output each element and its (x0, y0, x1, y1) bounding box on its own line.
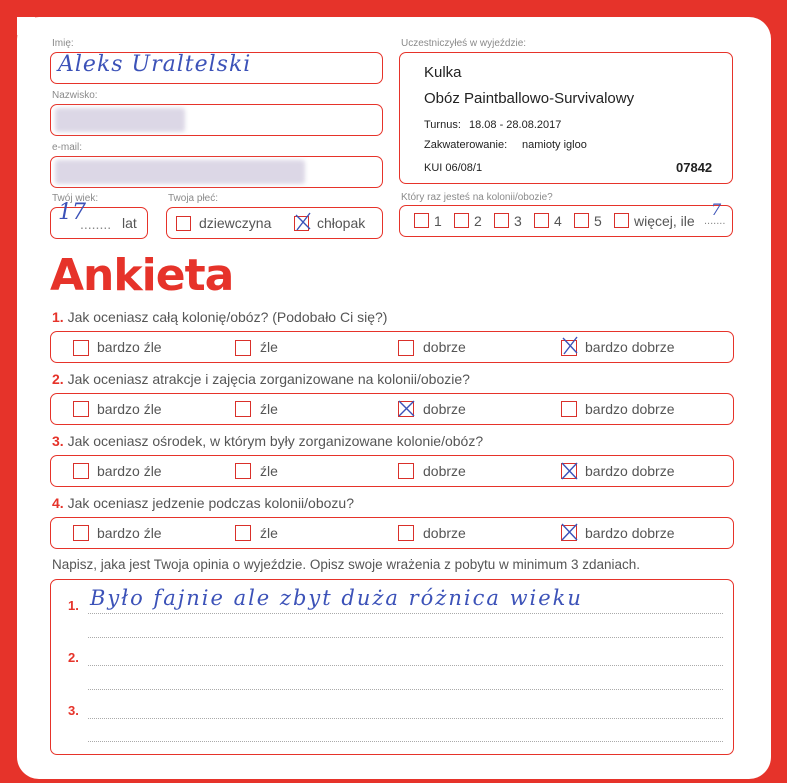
q4-label-bardzo-zle: bardzo źle (97, 525, 162, 541)
opinion-line-2b (88, 689, 723, 690)
name-value: Aleks Uraltelski (58, 52, 252, 77)
times-more-dots: ....... (704, 215, 726, 227)
q1-label-bardzo-dobrze: bardzo dobrze (585, 339, 675, 355)
q3-checkbox-zle[interactable] (235, 463, 251, 479)
q1-checkbox-dobrze[interactable] (398, 340, 414, 356)
times-label: Który raz jesteś na kolonii/obozie? (401, 192, 553, 203)
times-more-value: 7 (711, 200, 722, 219)
times-checkbox-3[interactable] (494, 213, 509, 228)
opinion-line-1-text: Było fajnie ale zbyt duża różnica wieku (90, 586, 583, 610)
age-value: 17 (58, 200, 86, 225)
q3-check-mark (560, 461, 579, 481)
q2-label-zle: źle (260, 401, 278, 417)
camp-accommodation-value: namioty igloo (522, 139, 587, 151)
age-label: Twój wiek: (52, 193, 99, 204)
times-checkbox-5[interactable] (574, 213, 589, 228)
opinion-prompt: Napisz, jaka jest Twoja opinia o wyjeździe. Opisz swoje wrażenia z pobytu w minimum 3 zdaniach. (52, 557, 641, 572)
q1-label-zle: źle (260, 339, 278, 355)
times-option-3: 3 (514, 213, 522, 229)
q4-label-dobrze: dobrze (423, 525, 466, 541)
opinion-line-3 (88, 718, 723, 719)
camp-name: Kulka (424, 64, 462, 81)
q3-label-bardzo-zle: bardzo źle (97, 463, 162, 479)
q1-checkbox-zle[interactable] (235, 340, 251, 356)
gender-label: Twoja płeć: (168, 193, 219, 204)
question-4-number: 4. (52, 495, 64, 511)
times-checkbox-more[interactable] (614, 213, 629, 228)
times-option-1: 1 (434, 213, 442, 229)
q2-checkbox-bardzo-zle[interactable] (73, 401, 89, 417)
q4-checkbox-dobrze[interactable] (398, 525, 414, 541)
q4-checkbox-zle[interactable] (235, 525, 251, 541)
opinion-line-3b (88, 741, 723, 742)
camp-code: KUI 06/08/1 (424, 162, 483, 174)
age-dots: ........ (80, 216, 112, 232)
age-unit: lat (122, 215, 137, 231)
question-4-text: Jak oceniasz jedzenie podczas kolonii/obozu? (67, 495, 354, 511)
camp-term-label: Turnus: (424, 119, 461, 131)
camp-number: 07842 (676, 160, 713, 175)
opinion-line-1b (88, 637, 723, 638)
q3-label-zle: źle (260, 463, 278, 479)
times-option-5: 5 (594, 213, 602, 229)
survey-title: Ankieta (50, 250, 234, 301)
q2-checkbox-zle[interactable] (235, 401, 251, 417)
email-label: e-mail: (52, 142, 83, 153)
question-2 (52, 371, 470, 387)
q3-label-bardzo-dobrze: bardzo dobrze (585, 463, 675, 479)
opinion-line-2-number: 2. (68, 650, 79, 665)
q4-check-mark (560, 522, 579, 542)
q3-checkbox-bardzo-zle[interactable] (73, 463, 89, 479)
question-3 (52, 433, 483, 449)
q3-checkbox-dobrze[interactable] (398, 463, 414, 479)
times-checkbox-2[interactable] (454, 213, 469, 228)
question-1-text: Jak oceniasz całą kolonię/obóz? (Podobało Ci się?) (67, 309, 388, 325)
q2-label-bardzo-zle: bardzo źle (97, 401, 162, 417)
times-checkbox-4[interactable] (534, 213, 549, 228)
male-check-mark (293, 212, 313, 232)
q4-label-bardzo-dobrze: bardzo dobrze (585, 525, 675, 541)
q1-check-mark (559, 334, 581, 356)
male-label: chłopak (317, 215, 366, 231)
opinion-line-3-number: 3. (68, 703, 79, 718)
opinion-line-1 (88, 613, 723, 614)
email-redacted (55, 160, 305, 184)
q1-label-dobrze: dobrze (423, 339, 466, 355)
camp-type: Obóz Paintballowo-Survivalowy (424, 90, 635, 107)
camp-accommodation-label: Zakwaterowanie: (424, 139, 508, 151)
times-more-label: więcej, ile (634, 213, 695, 229)
times-checkbox-1[interactable] (414, 213, 429, 228)
sheet-corner (17, 17, 35, 35)
camp-label: Uczestniczyłeś w wyjeździe: (401, 38, 527, 49)
q3-label-dobrze: dobrze (423, 463, 466, 479)
surname-redacted (55, 108, 185, 132)
female-label: dziewczyna (199, 215, 272, 231)
q4-label-zle: źle (260, 525, 278, 541)
opinion-line-2 (88, 665, 723, 666)
opinion-line-1-number: 1. (68, 598, 79, 613)
q2-label-dobrze: dobrze (423, 401, 466, 417)
q2-checkbox-bardzo-dobrze[interactable] (561, 401, 577, 417)
question-2-text: Jak oceniasz atrakcje i zajęcia zorganizowane na kolonii/obozie? (67, 371, 470, 387)
q2-label-bardzo-dobrze: bardzo dobrze (585, 401, 675, 417)
question-3-text: Jak oceniasz ośrodek, w którym były zorganizowane kolonie/obóz? (67, 433, 484, 449)
question-2-number: 2. (52, 371, 64, 387)
times-option-4: 4 (554, 213, 562, 229)
q1-checkbox-bardzo-zle[interactable] (73, 340, 89, 356)
times-option-2: 2 (474, 213, 482, 229)
q4-checkbox-bardzo-zle[interactable] (73, 525, 89, 541)
q2-check-mark (397, 399, 416, 418)
surname-label: Nazwisko: (52, 90, 98, 101)
camp-term-value: 18.08 - 28.08.2017 (469, 119, 562, 131)
q1-label-bardzo-zle: bardzo źle (97, 339, 162, 355)
question-3-number: 3. (52, 433, 64, 449)
question-1 (52, 309, 387, 325)
female-checkbox[interactable] (176, 216, 191, 231)
question-4 (52, 495, 354, 511)
name-label: Imię: (52, 38, 74, 49)
question-1-number: 1. (52, 309, 64, 325)
